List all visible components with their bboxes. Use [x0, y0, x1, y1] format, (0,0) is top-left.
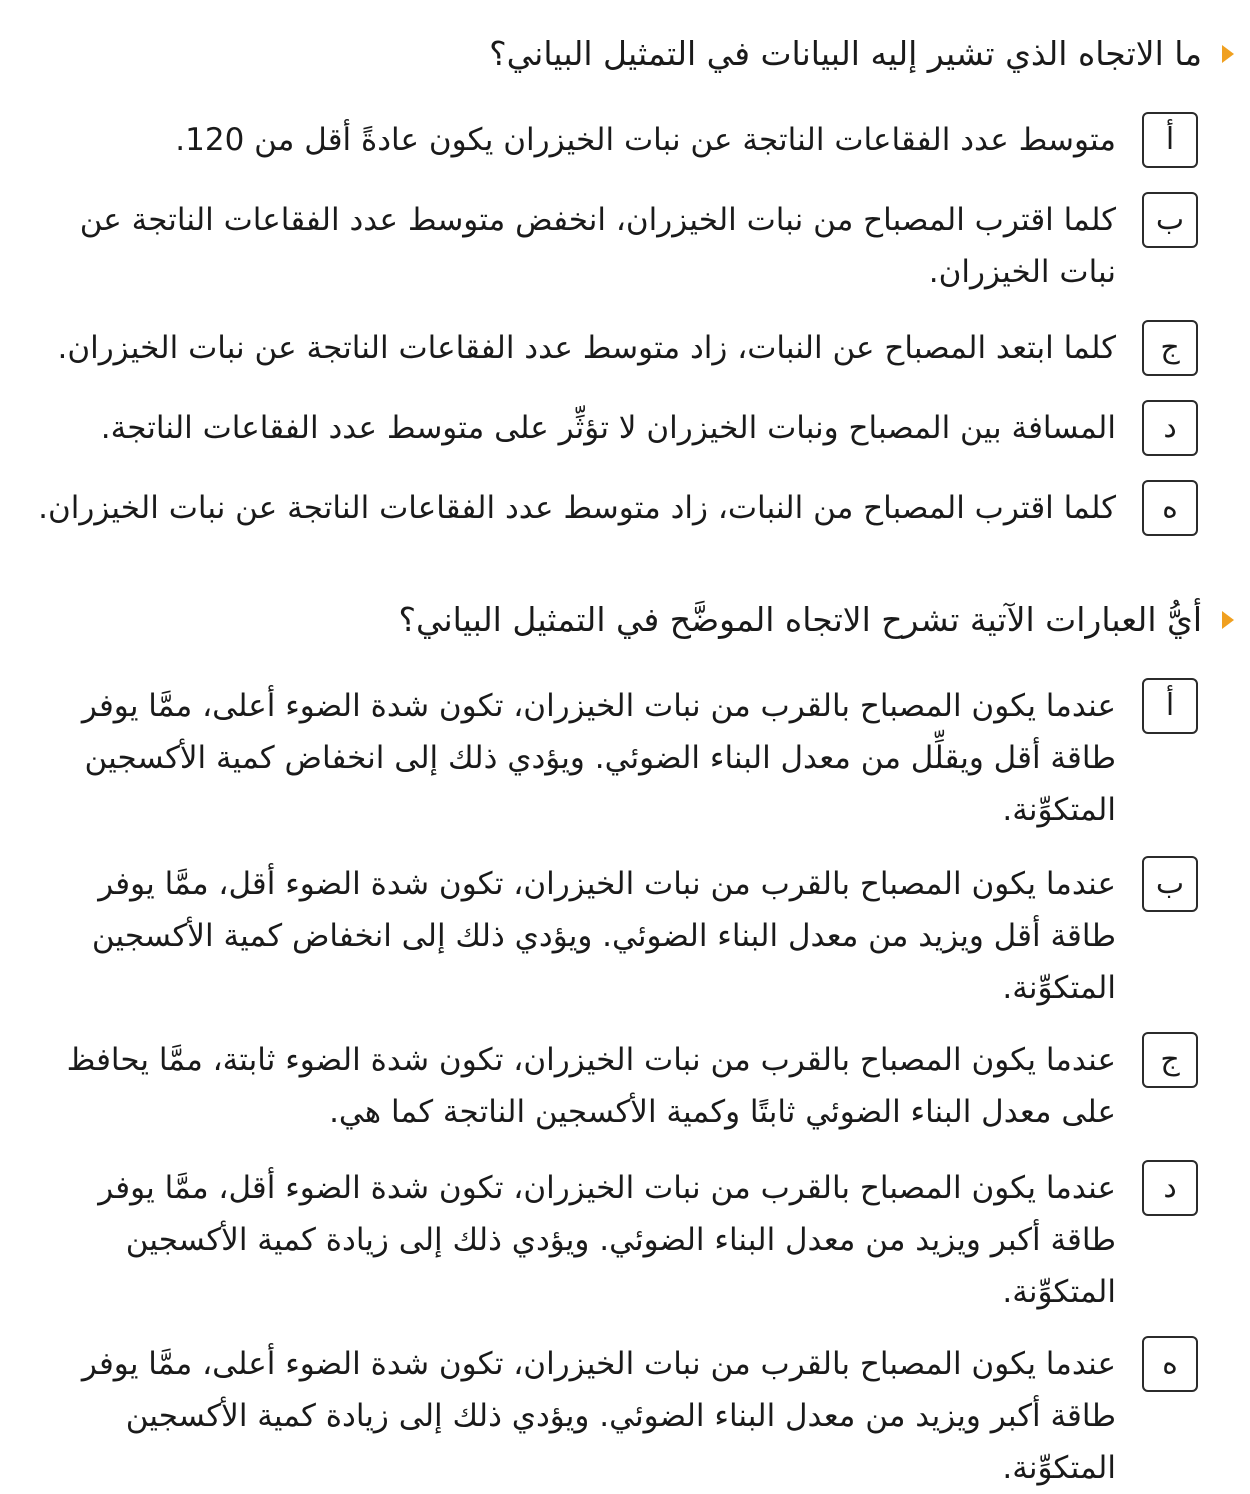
option-text: متوسط عدد الفقاعات الناتجة عن نبات الخيزران يكون عادةً أقل من 120.	[175, 122, 1116, 158]
option-letter-box[interactable]: ب	[1142, 192, 1198, 248]
option-letter-box[interactable]: ه	[1142, 480, 1198, 536]
option-text: عندما يكون المصباح بالقرب من نبات الخيزران، تكون شدة الضوء أعلى، ممَّا يوفر طاقة أكبر ويزيد من معدل البناء الضوئي. ويؤدي ذلك إلى زيادة كمية الأكسجين المتكوِّنة.	[81, 1346, 1116, 1486]
option-letter-box[interactable]: ج	[1142, 1032, 1198, 1088]
option-letter-box[interactable]: أ	[1142, 112, 1198, 168]
option-text: عندما يكون المصباح بالقرب من نبات الخيزران، تكون شدة الضوء أقل، ممَّا يوفر طاقة أقل ويزيد من معدل البناء الضوئي. ويؤدي ذلك إلى انخفاض كمية الأكسجين المتكوِّنة.	[91, 866, 1116, 1006]
question-marker-icon	[1222, 611, 1234, 629]
question-marker-icon	[1222, 45, 1234, 63]
option-letter-box[interactable]: د	[1142, 1160, 1198, 1216]
option-text: كلما اقترب المصباح من نبات الخيزران، انخفض متوسط عدد الفقاعات الناتجة عن نبات الخيزران.	[79, 202, 1116, 290]
option-text: المسافة بين المصباح ونبات الخيزران لا تؤثِّر على متوسط عدد الفقاعات الناتجة.	[100, 410, 1116, 446]
option-letter-box[interactable]: د	[1142, 400, 1198, 456]
option-text: عندما يكون المصباح بالقرب من نبات الخيزران، تكون شدة الضوء أقل، ممَّا يوفر طاقة أكبر ويزيد من معدل البناء الضوئي. ويؤدي ذلك إلى زيادة كمية الأكسجين المتكوِّنة.	[98, 1170, 1116, 1310]
option-text: عندما يكون المصباح بالقرب من نبات الخيزران، تكون شدة الضوء أعلى، ممَّا يوفر طاقة أقل ويقلِّل من معدل البناء الضوئي. ويؤدي ذلك إلى انخفاض كمية الأكسجين المتكوِّنة.	[81, 688, 1116, 828]
option-text: كلما ابتعد المصباح عن النبات، زاد متوسط عدد الفقاعات الناتجة عن نبات الخيزران.	[57, 330, 1116, 366]
question-title: أيُّ العبارات الآتية تشرح الاتجاه الموضَّح في التمثيل البياني؟	[398, 600, 1202, 639]
option-letter-box[interactable]: أ	[1142, 678, 1198, 734]
option-text: عندما يكون المصباح بالقرب من نبات الخيزران، تكون شدة الضوء ثابتة، ممَّا يحافظ على معدل البناء الضوئي ثابتًا وكمية الأكسجين الناتجة كما هي.	[66, 1042, 1116, 1130]
option-text: كلما اقترب المصباح من النبات، زاد متوسط عدد الفقاعات الناتجة عن نبات الخيزران.	[38, 490, 1116, 526]
option-letter-box[interactable]: ج	[1142, 320, 1198, 376]
option-letter-box[interactable]: ب	[1142, 856, 1198, 912]
option-letter-box[interactable]: ه	[1142, 1336, 1198, 1392]
question-title: ما الاتجاه الذي تشير إليه البيانات في التمثيل البياني؟	[489, 34, 1202, 73]
